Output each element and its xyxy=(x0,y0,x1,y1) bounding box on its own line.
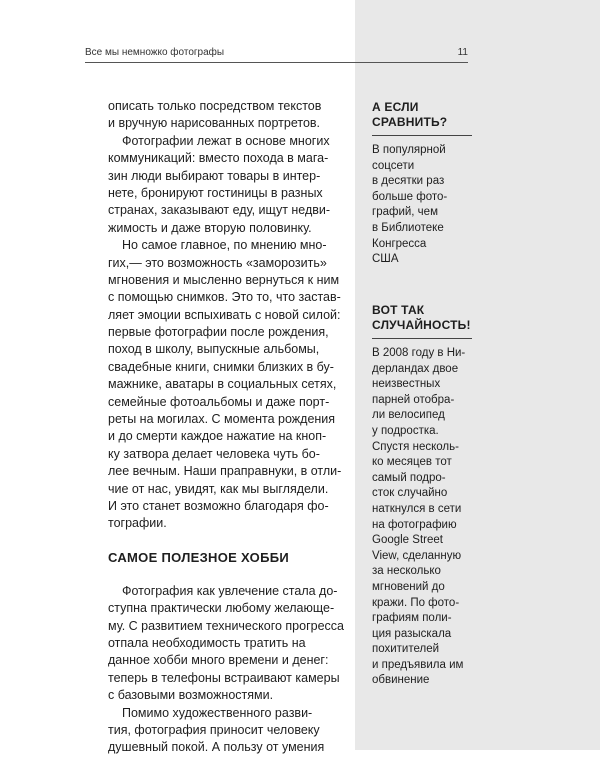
text-line: тографии. xyxy=(108,516,167,531)
text-line: больше фото- xyxy=(372,190,448,203)
text-line: соцсети xyxy=(372,159,415,172)
text-line: дерландах двое xyxy=(372,362,459,375)
text-line: графиям поли- xyxy=(372,612,452,625)
text-line: му. С развитием технического прогресса xyxy=(108,618,344,633)
text-line: с помощью снимков. Это то, что застав- xyxy=(108,290,341,305)
sidebar-box-title: ВОТ ТАК xyxy=(372,303,425,317)
text-line: самый подро- xyxy=(372,471,446,484)
sidebar-divider xyxy=(372,135,472,136)
text-line: чие от нас, увидят, как мы выглядели. xyxy=(108,481,329,496)
text-line: View, сделанную xyxy=(372,549,462,562)
text-line: в Библиотеке xyxy=(372,221,444,234)
text-line: жимость и даже вторую половинку. xyxy=(108,220,312,235)
sidebar-box-coincidence xyxy=(372,303,472,689)
text-line: ступна практически любому желающе- xyxy=(108,601,335,616)
page-number: 11 xyxy=(457,47,468,58)
text-line: Google Street xyxy=(372,534,443,547)
text-line: зин люди выбирают товары в интер- xyxy=(108,168,321,183)
text-line: семейные фотоальбомы и даже порт- xyxy=(108,394,330,409)
paragraph-2 xyxy=(108,133,340,237)
text-line: ция разыскала xyxy=(372,627,452,640)
text-line: мажнике, аватары в социальных сетях, xyxy=(108,377,337,392)
running-header-title: Все мы немножко фотографы xyxy=(85,47,225,58)
text-line: у подростка. xyxy=(372,424,439,437)
text-line: неизвестных xyxy=(372,378,441,391)
text-line: с базовыми возможностями. xyxy=(108,688,274,703)
text-line: Но самое главное, по мнению мно- xyxy=(122,238,327,253)
text-line: тия, фотография приносит человеку xyxy=(108,722,320,737)
text-line: странах, заказывают еду, ищут недви- xyxy=(108,203,331,218)
paragraph-4 xyxy=(108,583,344,705)
text-line: реты на могилах. С момента рождения xyxy=(108,412,336,427)
text-line: нете, бронируют гостиницы в разных xyxy=(108,185,323,200)
paragraph-1 xyxy=(108,98,340,133)
sidebar-box-title: СЛУЧАЙНОСТЬ! xyxy=(372,318,471,332)
text-line: Фотографии лежат в основе многих xyxy=(122,133,330,148)
main-text-column xyxy=(108,98,344,757)
text-line: Конгресса xyxy=(372,237,427,250)
text-line: ли велосипед xyxy=(372,409,445,422)
text-line: первые фотографии после рождения, xyxy=(108,325,329,340)
text-line: В 2008 году в Ни- xyxy=(372,347,466,359)
text-line: ку затвора делает человека чуть бо- xyxy=(108,446,320,461)
text-line: наткнулся в сети xyxy=(372,502,462,515)
text-line: коммуникаций: вместо похода в мага- xyxy=(108,151,329,166)
text-line: за несколько xyxy=(372,565,441,578)
text-line: кражи. По фото- xyxy=(372,596,460,609)
section-heading: САМОЕ ПОЛЕЗНОЕ ХОББИ xyxy=(108,549,290,565)
text-line: и вручную нарисованных портретов. xyxy=(108,116,321,131)
text-line: Помимо художественного разви- xyxy=(122,705,313,720)
text-line: свадебные книги, снимки близких в бу- xyxy=(108,359,334,374)
text-line: обвинение xyxy=(372,674,430,687)
sidebar-box-text xyxy=(372,143,472,268)
text-line: В популярной xyxy=(372,144,446,156)
paragraph-3 xyxy=(108,237,340,533)
text-line: ко месяцев тот xyxy=(372,456,452,469)
sidebar-divider xyxy=(372,338,472,339)
text-line: отпала необходимость тратить на xyxy=(108,635,306,650)
text-line: похитителей xyxy=(372,643,440,656)
text-line: мгновений до xyxy=(372,580,445,593)
text-line: гих,— это возможность «заморозить» xyxy=(108,255,327,270)
sidebar-box-title: СРАВНИТЬ? xyxy=(372,115,448,129)
text-line: сток случайно xyxy=(372,487,448,500)
text-line: в десятки раз xyxy=(372,175,445,188)
text-line: поход в школу, выпускные альбомы, xyxy=(108,342,320,357)
text-line: теперь в телефоны встраивают камеры xyxy=(108,670,340,685)
text-line: мгновения и мысленно вернуться к ним xyxy=(108,272,340,287)
text-line: и предъявила им xyxy=(372,658,464,671)
text-line: США xyxy=(372,253,399,266)
text-line: описать только посредством текстов xyxy=(108,99,322,113)
text-line: данное хобби много времени и денег: xyxy=(108,653,329,668)
text-line: душевный покой. А пользу от умения xyxy=(108,740,325,755)
text-line: ляет эмоции вспыхивать с новой силой: xyxy=(108,307,341,322)
text-line: графий, чем xyxy=(372,206,438,219)
text-line: лее вечным. Наши праправнуки, в отли- xyxy=(108,464,342,479)
text-line: Спустя несколь- xyxy=(372,440,459,453)
text-line: И это станет возможно благодаря фо- xyxy=(108,498,329,513)
sidebar-box-title: А ЕСЛИ xyxy=(372,100,419,114)
text-line: и до смерти каждое нажатие на кноп- xyxy=(108,429,327,444)
text-line: парней отобра- xyxy=(372,393,455,406)
sidebar-box-text xyxy=(372,346,472,689)
text-line: Фотография как увлечение стала до- xyxy=(122,583,338,598)
header-divider xyxy=(85,62,468,63)
paragraph-5 xyxy=(108,705,340,757)
text-line: на фотографию xyxy=(372,518,457,531)
sidebar-box-compare xyxy=(372,100,472,268)
